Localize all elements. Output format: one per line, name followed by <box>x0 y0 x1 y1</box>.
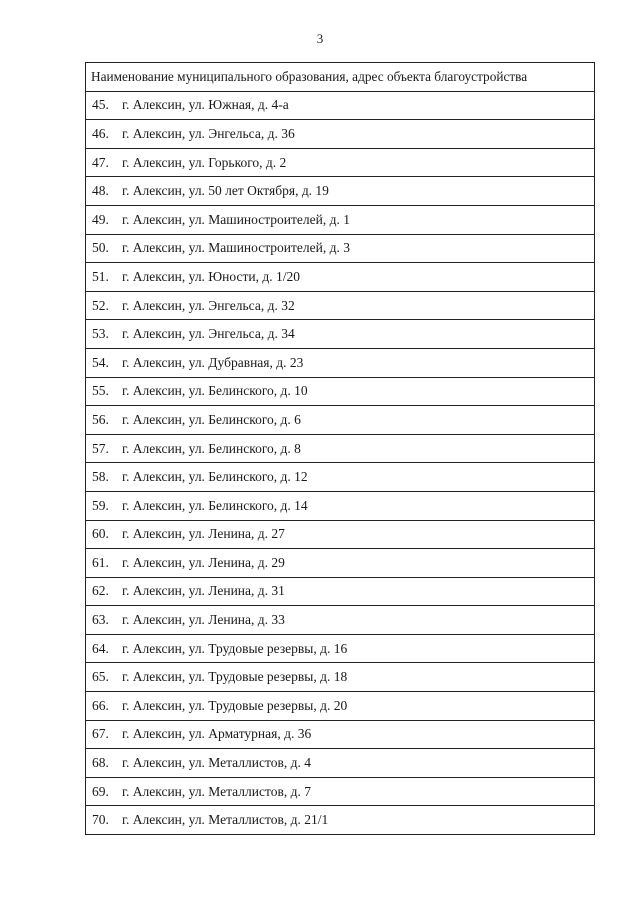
table-row <box>86 434 595 463</box>
row-number: 64. <box>92 640 109 656</box>
row-number: 49. <box>92 211 109 227</box>
address-text: г. Алексин, ул. Арматурная, д. 36 <box>122 726 312 742</box>
address-cell <box>86 234 595 263</box>
row-number: 50. <box>92 240 109 256</box>
address-cell <box>86 549 595 578</box>
address-text: г. Алексин, ул. Белинского, д. 6 <box>122 411 301 427</box>
table-body <box>86 91 595 834</box>
table-row <box>86 348 595 377</box>
address-text: г. Алексин, ул. Машиностроителей, д. 3 <box>122 240 350 256</box>
table-row <box>86 205 595 234</box>
row-number: 52. <box>92 297 109 313</box>
table-row <box>86 692 595 721</box>
address-text: г. Алексин, ул. Энгельса, д. 36 <box>122 125 295 141</box>
address-text: г. Алексин, ул. Энгельса, д. 34 <box>122 326 295 342</box>
address-cell <box>86 749 595 778</box>
address-text: г. Алексин, ул. Трудовые резервы, д. 18 <box>122 669 348 685</box>
address-cell <box>86 177 595 206</box>
row-number: 54. <box>92 354 109 370</box>
address-cell <box>86 91 595 120</box>
address-cell <box>86 491 595 520</box>
table-row <box>86 777 595 806</box>
table-row <box>86 406 595 435</box>
table-row <box>86 91 595 120</box>
address-cell <box>86 406 595 435</box>
address-cell <box>86 320 595 349</box>
row-number: 47. <box>92 154 109 170</box>
row-number: 60. <box>92 526 109 542</box>
row-number: 55. <box>92 383 109 399</box>
address-cell <box>86 520 595 549</box>
row-number: 46. <box>92 125 109 141</box>
address-text: г. Алексин, ул. Трудовые резервы, д. 20 <box>122 697 348 713</box>
address-cell <box>86 348 595 377</box>
table-row <box>86 577 595 606</box>
row-number: 57. <box>92 440 109 456</box>
row-number: 70. <box>92 812 109 828</box>
table-row <box>86 120 595 149</box>
table-header-row <box>86 63 595 92</box>
row-number: 59. <box>92 497 109 513</box>
address-cell <box>86 577 595 606</box>
table-row <box>86 720 595 749</box>
address-text: г. Алексин, ул. Белинского, д. 14 <box>122 497 308 513</box>
address-text: г. Алексин, ул. Белинского, д. 12 <box>122 469 308 485</box>
address-text: г. Алексин, ул. Металлистов, д. 4 <box>122 755 311 771</box>
address-cell <box>86 434 595 463</box>
table-row <box>86 291 595 320</box>
address-cell <box>86 263 595 292</box>
table-row <box>86 606 595 635</box>
address-cell <box>86 205 595 234</box>
address-text: г. Алексин, ул. Трудовые резервы, д. 16 <box>122 640 348 656</box>
address-text: г. Алексин, ул. Ленина, д. 31 <box>122 583 285 599</box>
address-text: г. Алексин, ул. Энгельса, д. 32 <box>122 297 295 313</box>
address-text: г. Алексин, ул. 50 лет Октября, д. 19 <box>122 183 329 199</box>
address-cell <box>86 720 595 749</box>
row-number: 53. <box>92 326 109 342</box>
row-number: 67. <box>92 726 109 742</box>
row-number: 68. <box>92 755 109 771</box>
table-row <box>86 377 595 406</box>
row-number: 61. <box>92 554 109 570</box>
address-cell <box>86 806 595 835</box>
address-text: г. Алексин, ул. Ленина, д. 29 <box>122 554 285 570</box>
row-number: 58. <box>92 469 109 485</box>
column-header: Наименование муниципального образования, адрес объекта благоустройства <box>86 63 595 92</box>
table-row <box>86 148 595 177</box>
address-cell <box>86 291 595 320</box>
address-cell <box>86 692 595 721</box>
row-number: 69. <box>92 783 109 799</box>
table-row <box>86 634 595 663</box>
address-table <box>85 62 595 835</box>
address-text: г. Алексин, ул. Горького, д. 2 <box>122 154 287 170</box>
table-row <box>86 263 595 292</box>
table-row <box>86 749 595 778</box>
row-number: 63. <box>92 612 109 628</box>
address-cell <box>86 463 595 492</box>
address-text: г. Алексин, ул. Металлистов, д. 7 <box>122 783 311 799</box>
row-number: 62. <box>92 583 109 599</box>
address-cell <box>86 377 595 406</box>
row-number: 45. <box>92 97 109 113</box>
address-cell <box>86 663 595 692</box>
address-text: г. Алексин, ул. Машиностроителей, д. 1 <box>122 211 350 227</box>
address-text: г. Алексин, ул. Белинского, д. 10 <box>122 383 308 399</box>
address-cell <box>86 634 595 663</box>
address-text: г. Алексин, ул. Ленина, д. 33 <box>122 612 285 628</box>
address-text: г. Алексин, ул. Белинского, д. 8 <box>122 440 301 456</box>
table-row <box>86 491 595 520</box>
row-number: 51. <box>92 268 109 284</box>
address-cell <box>86 120 595 149</box>
row-number: 48. <box>92 183 109 199</box>
address-cell <box>86 148 595 177</box>
table-row <box>86 463 595 492</box>
table-row <box>86 549 595 578</box>
address-text: г. Алексин, ул. Южная, д. 4-а <box>122 97 289 113</box>
page-number: 3 <box>316 31 324 46</box>
address-text: г. Алексин, ул. Металлистов, д. 21/1 <box>122 812 329 828</box>
address-cell <box>86 606 595 635</box>
address-text: г. Алексин, ул. Дубравная, д. 23 <box>122 354 304 370</box>
table-row <box>86 520 595 549</box>
address-text: г. Алексин, ул. Юности, д. 1/20 <box>122 268 300 284</box>
table-row <box>86 177 595 206</box>
table-row <box>86 234 595 263</box>
row-number: 65. <box>92 669 109 685</box>
row-number: 56. <box>92 411 109 427</box>
table-row <box>86 663 595 692</box>
row-number: 66. <box>92 697 109 713</box>
address-text: г. Алексин, ул. Ленина, д. 27 <box>122 526 285 542</box>
address-cell <box>86 777 595 806</box>
table-row <box>86 320 595 349</box>
table-row <box>86 806 595 835</box>
